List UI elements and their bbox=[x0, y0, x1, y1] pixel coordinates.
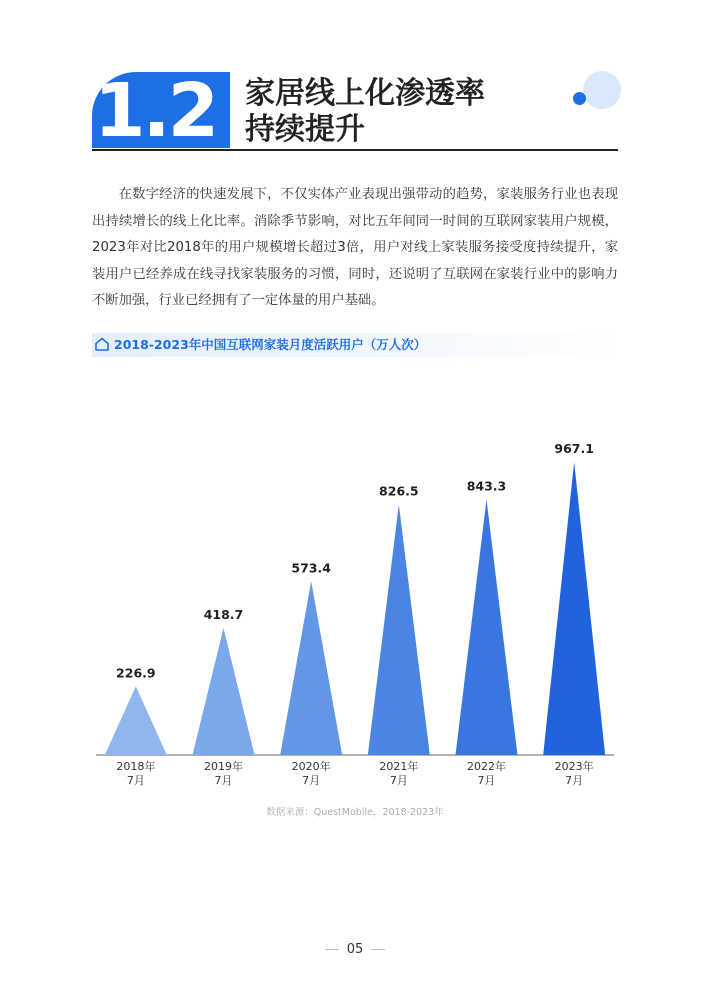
header-divider bbox=[92, 149, 618, 151]
x-tick-label: 2019年 bbox=[204, 760, 243, 773]
page-footer bbox=[0, 942, 710, 957]
data-label: 843.3 bbox=[466, 478, 507, 494]
footer-line-left bbox=[325, 949, 339, 950]
data-label: 573.4 bbox=[291, 560, 331, 576]
bar-chart bbox=[92, 430, 618, 800]
section-title: 家居线上化渗透率 持续提升 bbox=[245, 76, 485, 147]
chart-bar bbox=[105, 686, 167, 755]
section-header bbox=[92, 70, 618, 152]
chart-bar bbox=[193, 628, 255, 755]
data-label: 967.1 bbox=[554, 441, 594, 456]
decorative-circle-small bbox=[573, 92, 586, 105]
chart-bar bbox=[280, 581, 342, 755]
x-tick-label: 2018年 bbox=[116, 760, 156, 773]
home-icon bbox=[94, 336, 110, 352]
decorative-circle-large bbox=[583, 71, 621, 109]
x-tick-label: 7月 bbox=[565, 774, 584, 787]
x-tick-label: 7月 bbox=[477, 774, 496, 787]
x-tick-label: 2021年 bbox=[379, 760, 419, 773]
chart-bar bbox=[368, 505, 430, 755]
data-label: 226.9 bbox=[116, 665, 156, 681]
data-label: 418.7 bbox=[203, 607, 244, 623]
x-tick-label: 7月 bbox=[302, 774, 321, 787]
x-tick-label: 7月 bbox=[389, 774, 408, 787]
chart-title-bar bbox=[92, 333, 618, 357]
chart-title: 2018-2023年中国互联网家装月度活跃用户（万人次） bbox=[114, 337, 427, 352]
x-tick-label: 2022年 bbox=[467, 760, 506, 773]
chart-bar bbox=[543, 462, 605, 755]
page-number: 05 bbox=[346, 942, 364, 957]
x-tick-label: 7月 bbox=[126, 774, 145, 787]
x-tick-label: 2023年 bbox=[554, 760, 594, 773]
data-label: 826.5 bbox=[379, 483, 419, 499]
intro-paragraph: 在数字经济的快速发展下，不仅实体产业表现出强带动的趋势，家装服务行业也表现出持续增长的线上化比率。消除季节影响，对比五年间同一时间的互联网家装用户规模，2023年对比2018年的用户规模增长超过3倍，用户对线上家装服务接受度持续提升，家装用户已经养成在线寻找家装服务的习惯，同时，还说明了互联网在家装行业中的影响力不断加强，行业已经拥有了一定体量的用户基础。 bbox=[92, 187, 618, 308]
footer-line-right bbox=[371, 949, 385, 950]
x-tick-label: 7月 bbox=[214, 774, 233, 787]
x-tick-label: 2020年 bbox=[291, 760, 331, 773]
chart-bar bbox=[456, 500, 518, 755]
section-number: 1.2 bbox=[94, 72, 217, 148]
section-number-badge bbox=[92, 72, 230, 148]
data-source: 数据来源：QuestMobile，2018-2023年 bbox=[266, 807, 444, 818]
